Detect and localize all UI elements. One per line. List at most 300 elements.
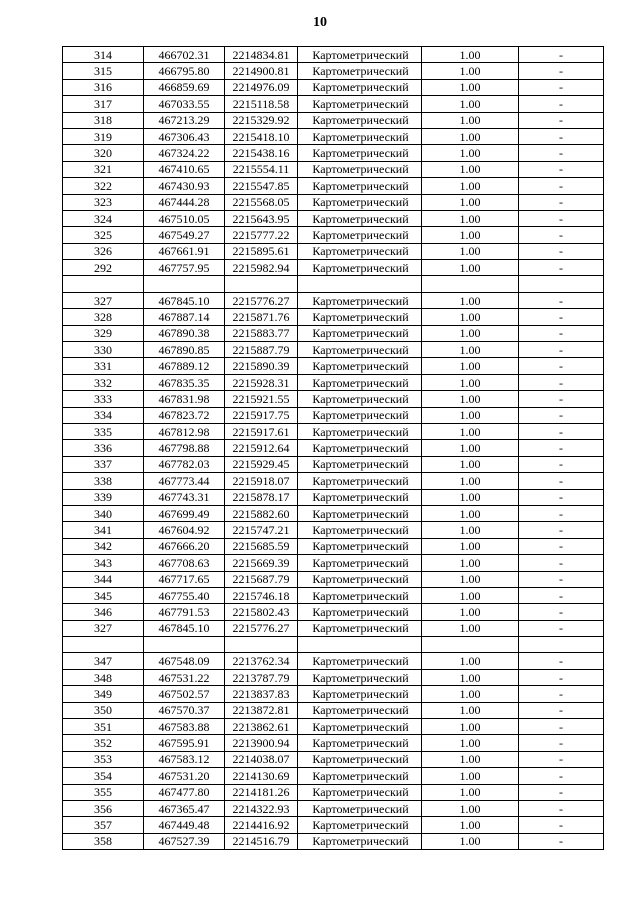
accuracy-cell: 1.00 <box>422 178 519 194</box>
point-number-cell: 333 <box>63 391 144 407</box>
y-coordinate-cell: 2215669.39 <box>225 555 298 571</box>
coordinates-table <box>62 46 604 850</box>
y-coordinate-cell: 2215777.22 <box>225 227 298 243</box>
point-number-cell: 330 <box>63 342 144 358</box>
point-number-cell: 345 <box>63 587 144 603</box>
x-coordinate-cell: 467755.40 <box>144 587 225 603</box>
point-number-cell: 314 <box>63 47 144 63</box>
method-cell: Картометрический <box>298 604 422 620</box>
x-coordinate-cell: 467324.22 <box>144 145 225 161</box>
x-coordinate-cell: 467604.92 <box>144 522 225 538</box>
table-row <box>63 342 604 358</box>
method-cell: Картометрический <box>298 702 422 718</box>
y-coordinate-cell: 2214416.92 <box>225 817 298 833</box>
method-cell <box>298 276 422 292</box>
method-cell: Картометрический <box>298 522 422 538</box>
table-row <box>63 276 604 292</box>
method-cell: Картометрический <box>298 538 422 554</box>
accuracy-cell: 1.00 <box>422 63 519 79</box>
point-number-cell <box>63 637 144 653</box>
y-coordinate-cell: 2215918.07 <box>225 473 298 489</box>
accuracy-cell: 1.00 <box>422 505 519 521</box>
table-row <box>63 260 604 276</box>
method-cell: Картометрический <box>298 423 422 439</box>
accuracy-cell: 1.00 <box>422 669 519 685</box>
accuracy-cell: 1.00 <box>422 161 519 177</box>
x-coordinate-cell: 467889.12 <box>144 358 225 374</box>
note-cell: - <box>519 112 604 128</box>
x-coordinate-cell: 467773.44 <box>144 473 225 489</box>
method-cell: Картометрический <box>298 79 422 95</box>
point-number-cell: 351 <box>63 719 144 735</box>
x-coordinate-cell: 467549.27 <box>144 227 225 243</box>
x-coordinate-cell: 467717.65 <box>144 571 225 587</box>
table-row <box>63 325 604 341</box>
x-coordinate-cell: 467845.10 <box>144 292 225 308</box>
table-row <box>63 473 604 489</box>
accuracy-cell: 1.00 <box>422 423 519 439</box>
point-number-cell: 344 <box>63 571 144 587</box>
x-coordinate-cell: 467583.88 <box>144 719 225 735</box>
point-number-cell: 334 <box>63 407 144 423</box>
accuracy-cell: 1.00 <box>422 128 519 144</box>
y-coordinate-cell: 2215917.75 <box>225 407 298 423</box>
method-cell: Картометрический <box>298 440 422 456</box>
method-cell: Картометрический <box>298 833 422 849</box>
point-number-cell: 354 <box>63 768 144 784</box>
x-coordinate-cell: 467798.88 <box>144 440 225 456</box>
point-number-cell: 332 <box>63 374 144 390</box>
point-number-cell: 315 <box>63 63 144 79</box>
point-number-cell: 319 <box>63 128 144 144</box>
note-cell: - <box>519 325 604 341</box>
y-coordinate-cell: 2215685.59 <box>225 538 298 554</box>
y-coordinate-cell: 2213837.83 <box>225 686 298 702</box>
accuracy-cell: 1.00 <box>422 292 519 308</box>
note-cell: - <box>519 128 604 144</box>
table-row <box>63 145 604 161</box>
method-cell: Картометрический <box>298 112 422 128</box>
note-cell: - <box>519 489 604 505</box>
table-row <box>63 112 604 128</box>
note-cell: - <box>519 210 604 226</box>
accuracy-cell: 1.00 <box>422 194 519 210</box>
y-coordinate-cell: 2214130.69 <box>225 768 298 784</box>
table-row <box>63 800 604 816</box>
accuracy-cell: 1.00 <box>422 768 519 784</box>
point-number-cell: 326 <box>63 243 144 259</box>
table-row <box>63 194 604 210</box>
accuracy-cell: 1.00 <box>422 309 519 325</box>
table-row <box>63 719 604 735</box>
table-row <box>63 669 604 685</box>
note-cell: - <box>519 620 604 636</box>
note-cell: - <box>519 686 604 702</box>
note-cell: - <box>519 587 604 603</box>
accuracy-cell: 1.00 <box>422 833 519 849</box>
table-row <box>63 489 604 505</box>
x-coordinate-cell: 467430.93 <box>144 178 225 194</box>
x-coordinate-cell: 467444.28 <box>144 194 225 210</box>
table-row <box>63 505 604 521</box>
x-coordinate-cell: 467510.05 <box>144 210 225 226</box>
point-number-cell: 343 <box>63 555 144 571</box>
point-number-cell: 342 <box>63 538 144 554</box>
accuracy-cell: 1.00 <box>422 522 519 538</box>
note-cell: - <box>519 604 604 620</box>
point-number-cell: 346 <box>63 604 144 620</box>
y-coordinate-cell: 2215747.21 <box>225 522 298 538</box>
note-cell: - <box>519 833 604 849</box>
x-coordinate-cell: 466795.80 <box>144 63 225 79</box>
table-row <box>63 374 604 390</box>
method-cell: Картометрический <box>298 342 422 358</box>
point-number-cell: 322 <box>63 178 144 194</box>
y-coordinate-cell: 2215687.79 <box>225 571 298 587</box>
accuracy-cell: 1.00 <box>422 260 519 276</box>
accuracy-cell: 1.00 <box>422 210 519 226</box>
accuracy-cell: 1.00 <box>422 751 519 767</box>
method-cell: Картометрический <box>298 227 422 243</box>
table-row <box>63 292 604 308</box>
method-cell: Картометрический <box>298 817 422 833</box>
method-cell: Картометрический <box>298 374 422 390</box>
x-coordinate-cell: 467548.09 <box>144 653 225 669</box>
x-coordinate-cell: 467743.31 <box>144 489 225 505</box>
x-coordinate-cell: 466702.31 <box>144 47 225 63</box>
accuracy-cell: 1.00 <box>422 473 519 489</box>
method-cell: Картометрический <box>298 309 422 325</box>
y-coordinate-cell: 2215568.05 <box>225 194 298 210</box>
note-cell: - <box>519 522 604 538</box>
x-coordinate-cell: 467661.91 <box>144 243 225 259</box>
note-cell: - <box>519 669 604 685</box>
accuracy-cell: 1.00 <box>422 735 519 751</box>
method-cell: Картометрический <box>298 325 422 341</box>
note-cell: - <box>519 79 604 95</box>
y-coordinate-cell: 2215802.43 <box>225 604 298 620</box>
y-coordinate-cell: 2215643.95 <box>225 210 298 226</box>
accuracy-cell: 1.00 <box>422 145 519 161</box>
table-row <box>63 768 604 784</box>
table-row <box>63 178 604 194</box>
table-row <box>63 96 604 112</box>
y-coordinate-cell: 2215554.11 <box>225 161 298 177</box>
y-coordinate-cell: 2215776.27 <box>225 620 298 636</box>
accuracy-cell: 1.00 <box>422 440 519 456</box>
point-number-cell: 318 <box>63 112 144 128</box>
y-coordinate-cell: 2215928.31 <box>225 374 298 390</box>
table-row <box>63 79 604 95</box>
note-cell: - <box>519 538 604 554</box>
table-row <box>63 243 604 259</box>
y-coordinate-cell: 2215878.17 <box>225 489 298 505</box>
accuracy-cell: 1.00 <box>422 407 519 423</box>
x-coordinate-cell: 466859.69 <box>144 79 225 95</box>
note-cell: - <box>519 358 604 374</box>
accuracy-cell: 1.00 <box>422 374 519 390</box>
point-number-cell: 336 <box>63 440 144 456</box>
x-coordinate-cell: 467365.47 <box>144 800 225 816</box>
method-cell: Картометрический <box>298 161 422 177</box>
method-cell: Картометрический <box>298 473 422 489</box>
note-cell: - <box>519 473 604 489</box>
table-row <box>63 538 604 554</box>
point-number-cell: 316 <box>63 79 144 95</box>
note-cell: - <box>519 423 604 439</box>
y-coordinate-cell: 2215547.85 <box>225 178 298 194</box>
accuracy-cell: 1.00 <box>422 587 519 603</box>
point-number-cell: 323 <box>63 194 144 210</box>
method-cell: Картометрический <box>298 243 422 259</box>
note-cell: - <box>519 309 604 325</box>
x-coordinate-cell: 467782.03 <box>144 456 225 472</box>
table-row <box>63 440 604 456</box>
table-row <box>63 653 604 669</box>
method-cell: Картометрический <box>298 784 422 800</box>
x-coordinate-cell: 467570.37 <box>144 702 225 718</box>
page-number: 10 <box>313 15 327 30</box>
method-cell: Картометрический <box>298 292 422 308</box>
x-coordinate-cell <box>144 637 225 653</box>
point-number-cell: 350 <box>63 702 144 718</box>
x-coordinate-cell <box>144 276 225 292</box>
method-cell: Картометрический <box>298 178 422 194</box>
note-cell: - <box>519 702 604 718</box>
method-cell: Картометрический <box>298 751 422 767</box>
method-cell: Картометрический <box>298 391 422 407</box>
accuracy-cell: 1.00 <box>422 686 519 702</box>
x-coordinate-cell: 467477.80 <box>144 784 225 800</box>
table-row <box>63 358 604 374</box>
x-coordinate-cell: 467595.91 <box>144 735 225 751</box>
accuracy-cell: 1.00 <box>422 538 519 554</box>
accuracy-cell: 1.00 <box>422 800 519 816</box>
point-number-cell: 357 <box>63 817 144 833</box>
table-row <box>63 63 604 79</box>
point-number-cell: 349 <box>63 686 144 702</box>
table-row <box>63 784 604 800</box>
method-cell: Картометрический <box>298 768 422 784</box>
method-cell: Картометрический <box>298 800 422 816</box>
point-number-cell: 331 <box>63 358 144 374</box>
note-cell: - <box>519 768 604 784</box>
table-row <box>63 751 604 767</box>
x-coordinate-cell: 467887.14 <box>144 309 225 325</box>
accuracy-cell <box>422 637 519 653</box>
x-coordinate-cell: 467835.35 <box>144 374 225 390</box>
method-cell: Картометрический <box>298 210 422 226</box>
method-cell: Картометрический <box>298 669 422 685</box>
method-cell: Картометрический <box>298 128 422 144</box>
y-coordinate-cell: 2214181.26 <box>225 784 298 800</box>
accuracy-cell: 1.00 <box>422 47 519 63</box>
point-number-cell: 337 <box>63 456 144 472</box>
note-cell: - <box>519 243 604 259</box>
method-cell: Картометрический <box>298 358 422 374</box>
method-cell: Картометрический <box>298 456 422 472</box>
accuracy-cell: 1.00 <box>422 243 519 259</box>
note-cell: - <box>519 735 604 751</box>
y-coordinate-cell: 2213900.94 <box>225 735 298 751</box>
table-row <box>63 686 604 702</box>
point-number-cell: 355 <box>63 784 144 800</box>
x-coordinate-cell: 467449.48 <box>144 817 225 833</box>
x-coordinate-cell: 467033.55 <box>144 96 225 112</box>
table-row <box>63 604 604 620</box>
accuracy-cell: 1.00 <box>422 342 519 358</box>
note-cell: - <box>519 178 604 194</box>
point-number-cell: 352 <box>63 735 144 751</box>
method-cell: Картометрический <box>298 555 422 571</box>
table-row <box>63 522 604 538</box>
accuracy-cell: 1.00 <box>422 620 519 636</box>
note-cell: - <box>519 194 604 210</box>
method-cell: Картометрический <box>298 96 422 112</box>
point-number-cell: 327 <box>63 292 144 308</box>
table-row <box>63 702 604 718</box>
y-coordinate-cell: 2215917.61 <box>225 423 298 439</box>
note-cell: - <box>519 47 604 63</box>
method-cell: Картометрический <box>298 407 422 423</box>
note-cell: - <box>519 407 604 423</box>
point-number-cell: 328 <box>63 309 144 325</box>
x-coordinate-cell: 467890.85 <box>144 342 225 358</box>
x-coordinate-cell: 467306.43 <box>144 128 225 144</box>
table-row <box>63 637 604 653</box>
accuracy-cell: 1.00 <box>422 571 519 587</box>
accuracy-cell: 1.00 <box>422 555 519 571</box>
point-number-cell: 321 <box>63 161 144 177</box>
note-cell: - <box>519 800 604 816</box>
accuracy-cell: 1.00 <box>422 96 519 112</box>
y-coordinate-cell: 2215418.10 <box>225 128 298 144</box>
table-row <box>63 571 604 587</box>
accuracy-cell: 1.00 <box>422 358 519 374</box>
accuracy-cell: 1.00 <box>422 325 519 341</box>
y-coordinate-cell: 2213872.81 <box>225 702 298 718</box>
table-row <box>63 620 604 636</box>
method-cell: Картометрический <box>298 587 422 603</box>
x-coordinate-cell: 467531.22 <box>144 669 225 685</box>
note-cell: - <box>519 227 604 243</box>
accuracy-cell: 1.00 <box>422 702 519 718</box>
method-cell: Картометрический <box>298 686 422 702</box>
table-row <box>63 456 604 472</box>
note-cell: - <box>519 96 604 112</box>
x-coordinate-cell: 467410.65 <box>144 161 225 177</box>
y-coordinate-cell: 2215871.76 <box>225 309 298 325</box>
table-row <box>63 833 604 849</box>
point-number-cell: 329 <box>63 325 144 341</box>
x-coordinate-cell: 467583.12 <box>144 751 225 767</box>
y-coordinate-cell: 2214322.93 <box>225 800 298 816</box>
accuracy-cell: 1.00 <box>422 489 519 505</box>
y-coordinate-cell: 2213762.34 <box>225 653 298 669</box>
y-coordinate-cell: 2215883.77 <box>225 325 298 341</box>
method-cell <box>298 637 422 653</box>
method-cell: Картометрический <box>298 719 422 735</box>
point-number-cell: 335 <box>63 423 144 439</box>
x-coordinate-cell: 467831.98 <box>144 391 225 407</box>
accuracy-cell: 1.00 <box>422 112 519 128</box>
table-row <box>63 309 604 325</box>
x-coordinate-cell: 467699.49 <box>144 505 225 521</box>
accuracy-cell: 1.00 <box>422 719 519 735</box>
x-coordinate-cell: 467531.20 <box>144 768 225 784</box>
note-cell <box>519 637 604 653</box>
accuracy-cell: 1.00 <box>422 784 519 800</box>
y-coordinate-cell: 2215776.27 <box>225 292 298 308</box>
note-cell: - <box>519 719 604 735</box>
y-coordinate-cell: 2215890.39 <box>225 358 298 374</box>
accuracy-cell <box>422 276 519 292</box>
x-coordinate-cell: 467791.53 <box>144 604 225 620</box>
point-number-cell: 325 <box>63 227 144 243</box>
y-coordinate-cell: 2215329.92 <box>225 112 298 128</box>
note-cell: - <box>519 555 604 571</box>
table-row <box>63 47 604 63</box>
accuracy-cell: 1.00 <box>422 227 519 243</box>
point-number-cell: 338 <box>63 473 144 489</box>
x-coordinate-cell: 467812.98 <box>144 423 225 439</box>
note-cell: - <box>519 374 604 390</box>
table-row <box>63 391 604 407</box>
y-coordinate-cell: 2213787.79 <box>225 669 298 685</box>
note-cell: - <box>519 292 604 308</box>
y-coordinate-cell: 2215887.79 <box>225 342 298 358</box>
x-coordinate-cell: 467708.63 <box>144 555 225 571</box>
note-cell <box>519 276 604 292</box>
note-cell: - <box>519 391 604 407</box>
x-coordinate-cell: 467213.29 <box>144 112 225 128</box>
y-coordinate-cell: 2214976.09 <box>225 79 298 95</box>
x-coordinate-cell: 467890.38 <box>144 325 225 341</box>
x-coordinate-cell: 467823.72 <box>144 407 225 423</box>
accuracy-cell: 1.00 <box>422 604 519 620</box>
note-cell: - <box>519 342 604 358</box>
x-coordinate-cell: 467666.20 <box>144 538 225 554</box>
point-number-cell: 339 <box>63 489 144 505</box>
point-number-cell: 340 <box>63 505 144 521</box>
y-coordinate-cell: 2215929.45 <box>225 456 298 472</box>
method-cell: Картометрический <box>298 653 422 669</box>
point-number-cell: 358 <box>63 833 144 849</box>
y-coordinate-cell: 2215912.64 <box>225 440 298 456</box>
table-row <box>63 735 604 751</box>
x-coordinate-cell: 467527.39 <box>144 833 225 849</box>
accuracy-cell: 1.00 <box>422 391 519 407</box>
method-cell: Картометрический <box>298 620 422 636</box>
y-coordinate-cell: 2213862.61 <box>225 719 298 735</box>
point-number-cell: 341 <box>63 522 144 538</box>
accuracy-cell: 1.00 <box>422 653 519 669</box>
point-number-cell: 347 <box>63 653 144 669</box>
point-number-cell: 292 <box>63 260 144 276</box>
y-coordinate-cell: 2214038.07 <box>225 751 298 767</box>
table-row <box>63 407 604 423</box>
x-coordinate-cell: 467502.57 <box>144 686 225 702</box>
note-cell: - <box>519 63 604 79</box>
x-coordinate-cell: 467845.10 <box>144 620 225 636</box>
y-coordinate-cell: 2214834.81 <box>225 47 298 63</box>
point-number-cell: 317 <box>63 96 144 112</box>
method-cell: Картометрический <box>298 260 422 276</box>
accuracy-cell: 1.00 <box>422 79 519 95</box>
method-cell: Картометрический <box>298 735 422 751</box>
table-row <box>63 227 604 243</box>
method-cell: Картометрический <box>298 505 422 521</box>
